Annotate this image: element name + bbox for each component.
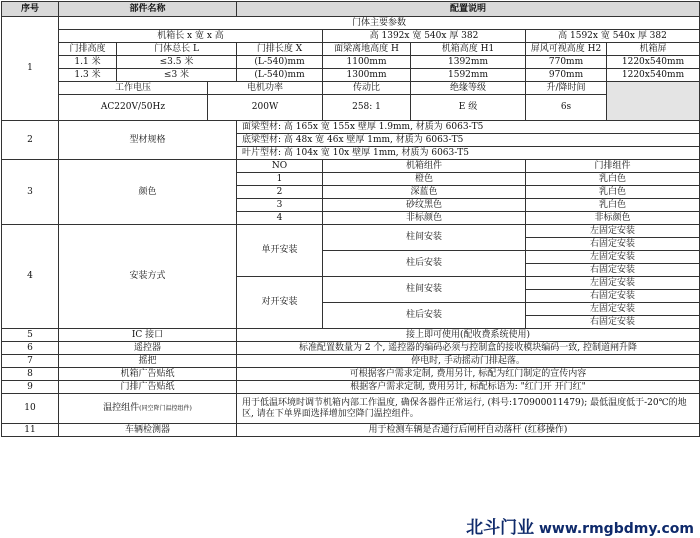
s1-ratio-value: 258: 1 [323, 95, 411, 121]
s1-voltage-value: AC220V/50Hz [59, 95, 208, 121]
s4-no: 4 [2, 225, 59, 329]
s7-no: 7 [2, 355, 59, 368]
s1-no: 1 [2, 17, 59, 121]
s4-single-behind-left: 左固定安装 [526, 251, 700, 264]
s4-double-behind: 柱后安装 [323, 303, 526, 329]
header-row [2, 2, 700, 17]
s1-ratio-label: 传动比 [323, 82, 411, 95]
s1-r1-c2: ≤3.5 米 [117, 56, 237, 69]
s3-r1-door: 乳白色 [526, 173, 700, 186]
s4-single-behind: 柱后安装 [323, 251, 526, 277]
s1-voltage-label: 工作电压 [59, 82, 208, 95]
s4-single-behind-right: 右固定安装 [526, 264, 700, 277]
s4-single-pillar: 柱间安装 [323, 225, 526, 251]
s1-box-b: 高 1592x 宽 540x 厚 382 [526, 30, 700, 43]
s3-r3-door: 乳白色 [526, 199, 700, 212]
s4-double-behind-left: 左固定安装 [526, 303, 700, 316]
s11-name: 车辆检测器 [59, 424, 237, 437]
s2-line-blade: 叶片型材: 高 104x 宽 10x 壁厚 1mm, 材质为 6063-T5 [237, 147, 700, 160]
s1-col-box-height: 机箱高度 H1 [411, 43, 526, 56]
s3-r2-no: 2 [237, 186, 323, 199]
s1-box-size-label: 机箱长 x 宽 x 高 [59, 30, 323, 43]
s1-r2-c7: 1220x540mm [607, 69, 700, 82]
header-no: 序号 [2, 2, 59, 17]
s1-r1-c4: 1100mm [323, 56, 411, 69]
header-part: 部件名称 [59, 2, 237, 17]
s4-name: 安装方式 [59, 225, 237, 329]
s3-r4-no: 4 [237, 212, 323, 225]
s3-r4-door: 非标颜色 [526, 212, 700, 225]
s2-line-beam: 面梁型材: 高 165x 宽 155x 壁厚 1.9mm, 材质为 6063-T5 [237, 121, 700, 134]
s3-no: 3 [2, 160, 59, 225]
s3-name: 颜色 [59, 160, 237, 225]
s1-r2-c5: 1592mm [411, 69, 526, 82]
s6-desc: 标准配置数量为 2 个, 遥控器的编码必须与控制盒的接收模块编码一致, 控制道闸升降 [237, 342, 700, 355]
s4-single-pillar-left: 左固定安装 [526, 225, 700, 238]
s2-name: 型材规格 [59, 121, 237, 160]
s8-desc: 可根据客户需求定制, 费用另计, 标配为红门制定的宣传内容 [237, 368, 700, 381]
s4-single: 单开安装 [237, 225, 323, 277]
s4-double-behind-right: 右固定安装 [526, 316, 700, 329]
s5-no: 5 [2, 329, 59, 342]
s4-double-pillar-right: 右固定安装 [526, 290, 700, 303]
s8-no: 8 [2, 368, 59, 381]
s2-line-bottom: 底梁型材: 高 48x 宽 46x 壁厚 1mm, 材质为 6063-T5 [237, 134, 700, 147]
s9-desc: 根据客户需求定制, 费用另计, 标配标语为: "红门开 开门红" [237, 381, 700, 394]
s1-r2-c3: (L-540)mm [237, 69, 323, 82]
s9-name: 门排广告贴纸 [59, 381, 237, 394]
s4-double: 对开安装 [237, 277, 323, 329]
watermark [464, 513, 696, 538]
s1-insulation-value: E 级 [411, 95, 526, 121]
s1-col-row-length: 门排长度 X [237, 43, 323, 56]
s9-no: 9 [2, 381, 59, 394]
s1-power-value: 200W [208, 95, 323, 121]
watermark-brand: 北斗门业 [466, 518, 535, 538]
s4-double-pillar-left: 左固定安装 [526, 277, 700, 290]
s7-desc: 停电时, 手动摇动门排起落。 [237, 355, 700, 368]
s1-time-value: 6s [526, 95, 607, 121]
s3-head-door: 门排组件 [526, 160, 700, 173]
s1-col-screen-height: 屏风可视高度 H2 [526, 43, 607, 56]
s11-no: 11 [2, 424, 59, 437]
s3-r3-box: 砂纹黑色 [323, 199, 526, 212]
s1-r1-c6: 770mm [526, 56, 607, 69]
s1-blank [607, 82, 700, 121]
spec-table [1, 1, 700, 437]
s5-desc: 接上即可使用(配收费系统使用) [237, 329, 700, 342]
s1-title: 门体主要参数 [59, 17, 700, 30]
s7-name: 摇把 [59, 355, 237, 368]
s4-double-pillar: 柱间安装 [323, 277, 526, 303]
s1-r1-c3: (L-540)mm [237, 56, 323, 69]
s10-name: 温控组件 [103, 403, 140, 414]
s3-r2-box: 深蓝色 [323, 186, 526, 199]
s3-head-no: NO [237, 160, 323, 173]
s10-name-note: (同空降门温控组件) [139, 405, 192, 413]
s3-r4-box: 非标颜色 [323, 212, 526, 225]
s1-time-label: 升/降时间 [526, 82, 607, 95]
s3-r3-no: 3 [237, 199, 323, 212]
s1-col-box-screen: 机箱屏 [607, 43, 700, 56]
s3-r2-door: 乳白色 [526, 186, 700, 199]
s1-r1-c1: 1.1 米 [59, 56, 117, 69]
s6-no: 6 [2, 342, 59, 355]
header-config: 配置说明 [237, 2, 700, 17]
s1-col-door-height: 门排高度 [59, 43, 117, 56]
s3-head-box: 机箱组件 [323, 160, 526, 173]
s1-col-total-length: 门体总长 L [117, 43, 237, 56]
s10-desc: 用于低温环境时调节机箱内部工作温度, 确保各器件正常运行, (料号:170900011479); 最低温度低于-20℃的地区, 请在下单界面选择增加空降门温控组件。 [237, 394, 700, 424]
s4-single-pillar-right: 右固定安装 [526, 238, 700, 251]
s1-r1-c7: 1220x540mm [607, 56, 700, 69]
s2-no: 2 [2, 121, 59, 160]
s1-insulation-label: 绝缘等级 [411, 82, 526, 95]
s1-r2-c6: 970mm [526, 69, 607, 82]
s8-name: 机箱广告贴纸 [59, 368, 237, 381]
s3-r1-no: 1 [237, 173, 323, 186]
s1-col-beam-height: 面梁离地高度 H [323, 43, 411, 56]
s11-desc: 用于检测车辆是否通行后闸杆自动落杆 (红移操作) [237, 424, 700, 437]
s3-r1-box: 橙色 [323, 173, 526, 186]
s1-power-label: 电机功率 [208, 82, 323, 95]
s5-name: IC 接口 [59, 329, 237, 342]
s1-r2-c4: 1300mm [323, 69, 411, 82]
s10-no: 10 [2, 394, 59, 424]
watermark-url: www.rmgbdmy.com [538, 521, 694, 537]
s10-name-cell [59, 394, 237, 424]
s1-r2-c1: 1.3 米 [59, 69, 117, 82]
s6-name: 遥控器 [59, 342, 237, 355]
s1-r1-c5: 1392mm [411, 56, 526, 69]
s1-box-a: 高 1392x 宽 540x 厚 382 [323, 30, 526, 43]
s1-r2-c2: ≤3 米 [117, 69, 237, 82]
